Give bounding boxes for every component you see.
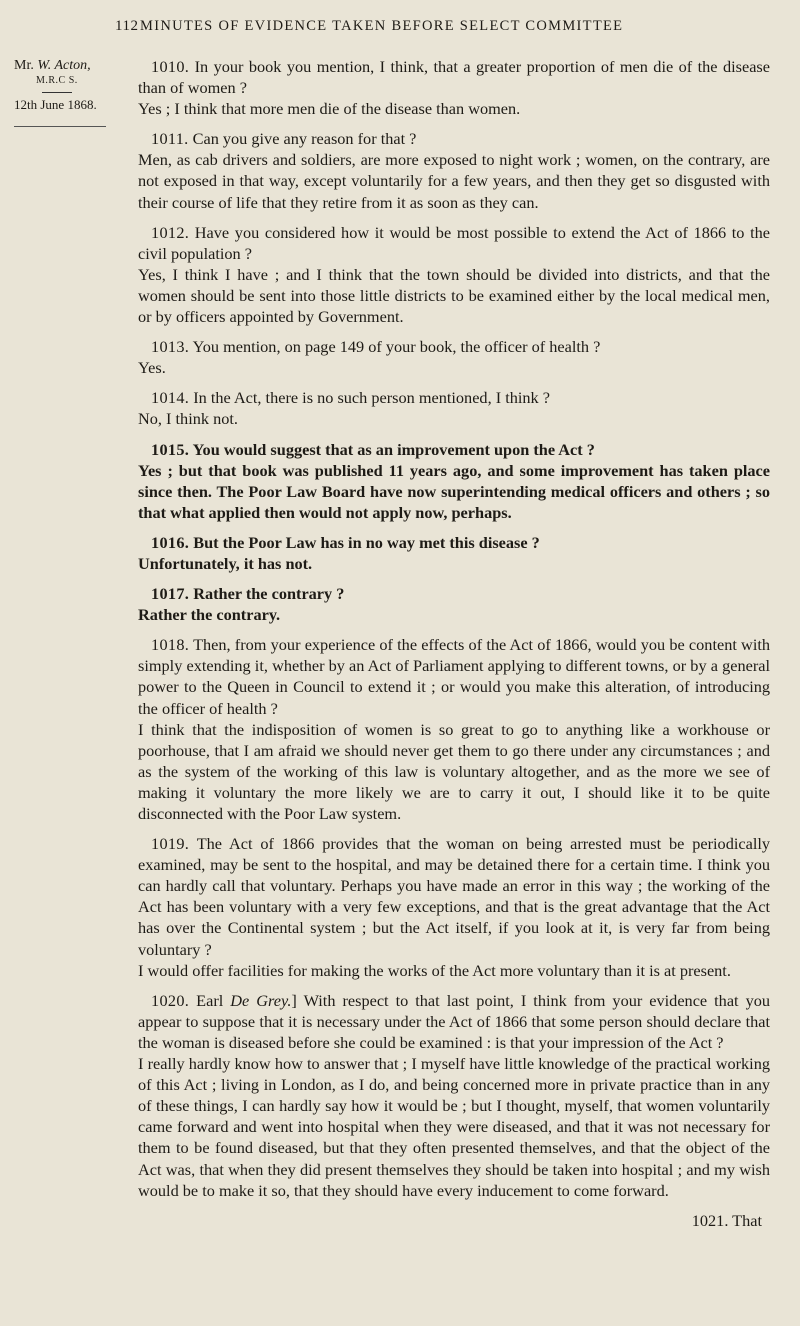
- answer: I would offer facilities for making the works of the Act more voluntary than it is at present.: [138, 960, 731, 980]
- question: [138, 56, 770, 98]
- answer: Rather the contrary.: [138, 605, 281, 625]
- question: [138, 532, 770, 553]
- qa-entry: [138, 634, 770, 824]
- qa-entry: [138, 387, 770, 429]
- page-header: [0, 18, 800, 44]
- qa-entry: [138, 439, 770, 523]
- witness-qualification: M.R.C S.: [36, 75, 78, 86]
- question: [138, 833, 770, 960]
- question: [138, 222, 770, 264]
- margin-divider: [14, 126, 106, 127]
- question: [138, 336, 770, 357]
- question-text: With respect to that last point, I think from your evidence that you appear to suppose that it is necessary under the Act of 1866 that some person should declare that the woman is diseased before she could be examined : is that your impression of the Act ?: [138, 990, 771, 1052]
- qa-entry: [138, 128, 770, 212]
- witness-surname: W. Acton,: [37, 58, 91, 73]
- question-text: But the Poor Law has in no way met this disease ?: [193, 532, 540, 552]
- question-number: 1016.: [151, 532, 190, 552]
- qa-entry: [138, 222, 770, 327]
- question: [138, 634, 770, 718]
- answer: I really hardly know how to answer that ; I myself have little knowledge of the practical working of this Act ; living in London, as I do, and being concerned more in private practice than in any of these things, I can hardly say how it would be ; but I thought, myself, that women voluntarily came forward and went into hospital when they were diseased, and that it was not necessary for them to be found diseased, but that they often presented themselves, and that the object of the Act was, that when they did present themselves they should be taken into hospital ; and my wish would be to make it so, that they should have every inducement to come forward.: [138, 1054, 770, 1200]
- question-text: You would suggest that as an improvement upon the Act ?: [192, 439, 595, 459]
- question-number: 1012.: [151, 222, 190, 242]
- speaker-name: De Grey.: [230, 990, 292, 1010]
- question-number: 1010.: [151, 57, 190, 76]
- answer: Yes.: [138, 358, 166, 378]
- speaker-prefix: Earl: [196, 990, 231, 1010]
- answer: Men, as cab drivers and soldiers, are more exposed to night work ; women, on the contrary, are not exposed in that way, except voluntarily for a few years, and then they get so disgusted with their course of life that they retire from it as soon as they can.: [138, 150, 770, 212]
- qa-entry: [138, 990, 770, 1201]
- question-text: Have you considered how it would be most possible to extend the Act of 1866 to the civil population ?: [138, 222, 770, 263]
- question-number: 1018.: [151, 635, 190, 655]
- witness-name: [14, 58, 104, 73]
- catchword: 1021. That: [691, 1210, 762, 1230]
- margin-note: [14, 58, 104, 127]
- question: [138, 439, 770, 460]
- qa-entry: [138, 833, 770, 981]
- hearing-date: 12th June 1868.: [14, 97, 97, 112]
- question-number: 1014.: [151, 388, 190, 408]
- qa-entry: [138, 583, 770, 625]
- question-text: In your book you mention, I think, that a greater proportion of men die of the disease than of women ?: [138, 57, 770, 98]
- question-text: In the Act, there is no such person mentioned, I think ?: [193, 388, 550, 408]
- qa-entry: [138, 336, 770, 378]
- question: [138, 387, 770, 408]
- question-number: 1011.: [151, 129, 189, 149]
- answer: Yes ; but that book was published 11 years ago, and some improvement has taken place since then. The Poor Law Board have now superintending medical officers and others ; so that what applied then would not apply now, perhaps.: [138, 460, 770, 522]
- answer: No, I think not.: [138, 409, 238, 429]
- qa-entry: [138, 532, 770, 574]
- question-text: Then, from your experience of the effects of the Act of 1866, would you be content with simply extending it, whether by an Act of Parliament applying to different towns, or by a general power to the Queen in Council to extend it ; or would you make this alteration, of introducing the officer of health ?: [138, 635, 771, 718]
- evidence-text: [138, 56, 770, 1231]
- question-number: 1017.: [151, 584, 190, 604]
- question-text: The Act of 1866 provides that the woman on being arrested must be periodically examined, may be sent to the hospital, and may be detained there for a certain time. I think you can hardly call that voluntary. Perhaps you have made an error in this way ; the working of the Act has been voluntary with a very few exceptions, and that is the great advantage that the Act has over the Continental system ; but the Act itself, if you look at it, is very far from being voluntary ?: [138, 834, 771, 959]
- question-number: 1015.: [151, 439, 190, 459]
- question-text: Rather the contrary ?: [193, 584, 345, 604]
- margin-rule: [42, 92, 72, 93]
- qa-entry: [138, 56, 770, 119]
- question-text: You mention, on page 149 of your book, the officer of health ?: [192, 337, 601, 357]
- answer: Unfortunately, it has not.: [138, 553, 313, 573]
- running-title: MINUTES OF EVIDENCE TAKEN BEFORE SELECT COMMITTEE: [140, 18, 624, 34]
- answer: Yes, I think I have ; and I think that the town should be divided into districts, and that the women should be sent into those little districts to be examined either by the local medical men, or by officers appointed by Government.: [138, 264, 770, 327]
- question: [138, 128, 770, 149]
- answer: I think that the indisposition of women is so great to go to anything like a workhouse or poorhouse, that I am afraid we should never get them to go there under any circumstances ; and as the system of the working of this law is voluntary altogether, and as the more we see of making it voluntary the more likely we are to carry it out, I should like it to be quite disconnected with the Poor Law system.: [138, 719, 770, 823]
- question-number: 1013.: [151, 337, 190, 357]
- witness-prefix: Mr.: [14, 58, 34, 73]
- question: [138, 583, 770, 604]
- question: 1020. Earl De Grey.] With respect to that last point, I think from your evidence that you appear to suppose that it is necessary under the Act of 1866 that some person should declare that the woman is diseased before she could be examined : is that your impression of the Act ?: [138, 990, 771, 1052]
- answer: Yes ; I think that more men die of the disease than women.: [138, 99, 521, 119]
- question-text: Can you give any reason for that ?: [192, 129, 417, 149]
- page-number: 112: [115, 18, 139, 34]
- question-number: 1020.: [151, 990, 190, 1010]
- question-number: 1019.: [151, 834, 190, 854]
